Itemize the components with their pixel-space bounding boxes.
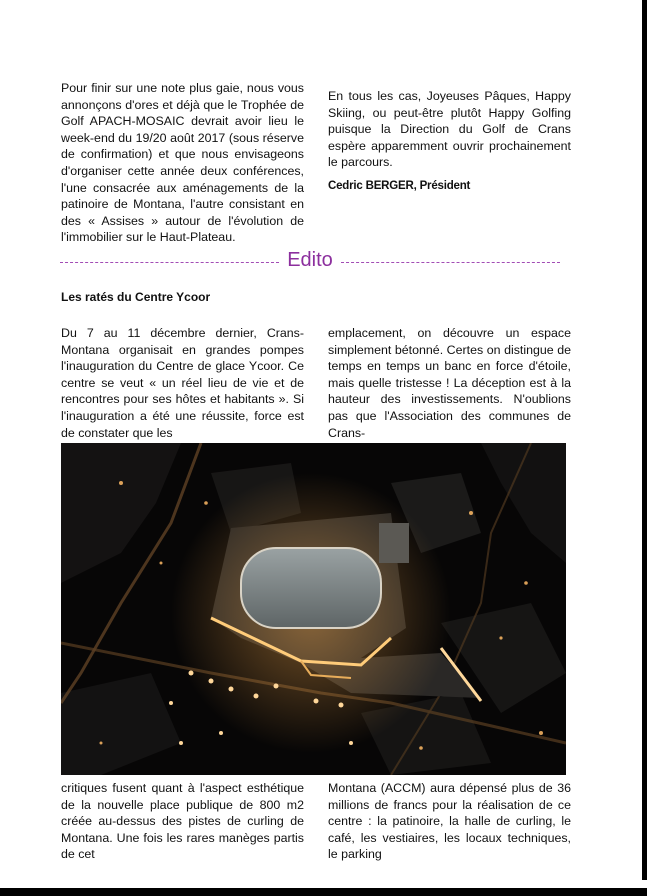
divider-line-right xyxy=(341,262,560,263)
section-title: Edito xyxy=(287,248,333,271)
signature: Cedric BERGER, Président xyxy=(328,180,471,192)
intro-right-paragraph: En tous les cas, Joyeuses Pâques, Happy Skiing, ou peut-être plutôt Happy Golfing puisque la Direction du Golf de Crans espère apparemment ouvrir prochainement le parcours. xyxy=(328,89,571,170)
aerial-night-photo xyxy=(61,443,566,775)
article-col2-bottom: Montana (ACCM) aura dépensé plus de 36 millions de francs pour la réalisation de ce centre : la patinoire, la halle de curling, le café, les vestiaires, les locaux techniques, le parking xyxy=(328,781,571,862)
article-col1-top: Du 7 au 11 décembre dernier, Crans-Montana organisait en grandes pompes l'inauguration du Centre de glace Ycoor. Ce centre se veut « un réel lieu de vie et de rencontres pour ses hôtes et habitants ». Si l'inauguration a été une réussite, force est de constater que les xyxy=(61,326,304,440)
intro-left-paragraph: Pour finir sur une note plus gaie, nous vous annonçons d'ores et déjà que le Trophée de Golf APACH-MOSAIC devrait avoir lieu le week-end du 19/20 août 2017 (sous réserve de confirmation) et que nous envisageons d'organiser cette année deux conférences, l'une consacrée aux aménagements de la patinoire de Montana, l'autre consistant en des « Assises » autour de l'évolution de l'immobilier sur le Haut-Plateau. xyxy=(61,81,304,245)
photo-illustration xyxy=(61,443,566,775)
page-edge-bottom xyxy=(0,888,647,896)
page-edge-right xyxy=(642,0,647,880)
article-col1-bottom: critiques fusent quant à l'aspect esthétique de la nouvelle place publique de 800 m2 créée au-dessus des pistes de curling de Montana. Une fois les rares manèges partis de cet xyxy=(61,781,304,862)
article-title: Les ratés du Centre Ycoor xyxy=(61,290,211,304)
article-col2-top: emplacement, on découvre un espace simplement bétonné. Certes on distingue de temps en temps un banc en force d'étoile, mais quelle tristesse ! La déception est à la hauteur des investissements. N'oublions pas que l'Association des communes de Crans- xyxy=(328,326,571,440)
divider-line-left xyxy=(60,262,279,263)
section-divider xyxy=(60,247,560,273)
